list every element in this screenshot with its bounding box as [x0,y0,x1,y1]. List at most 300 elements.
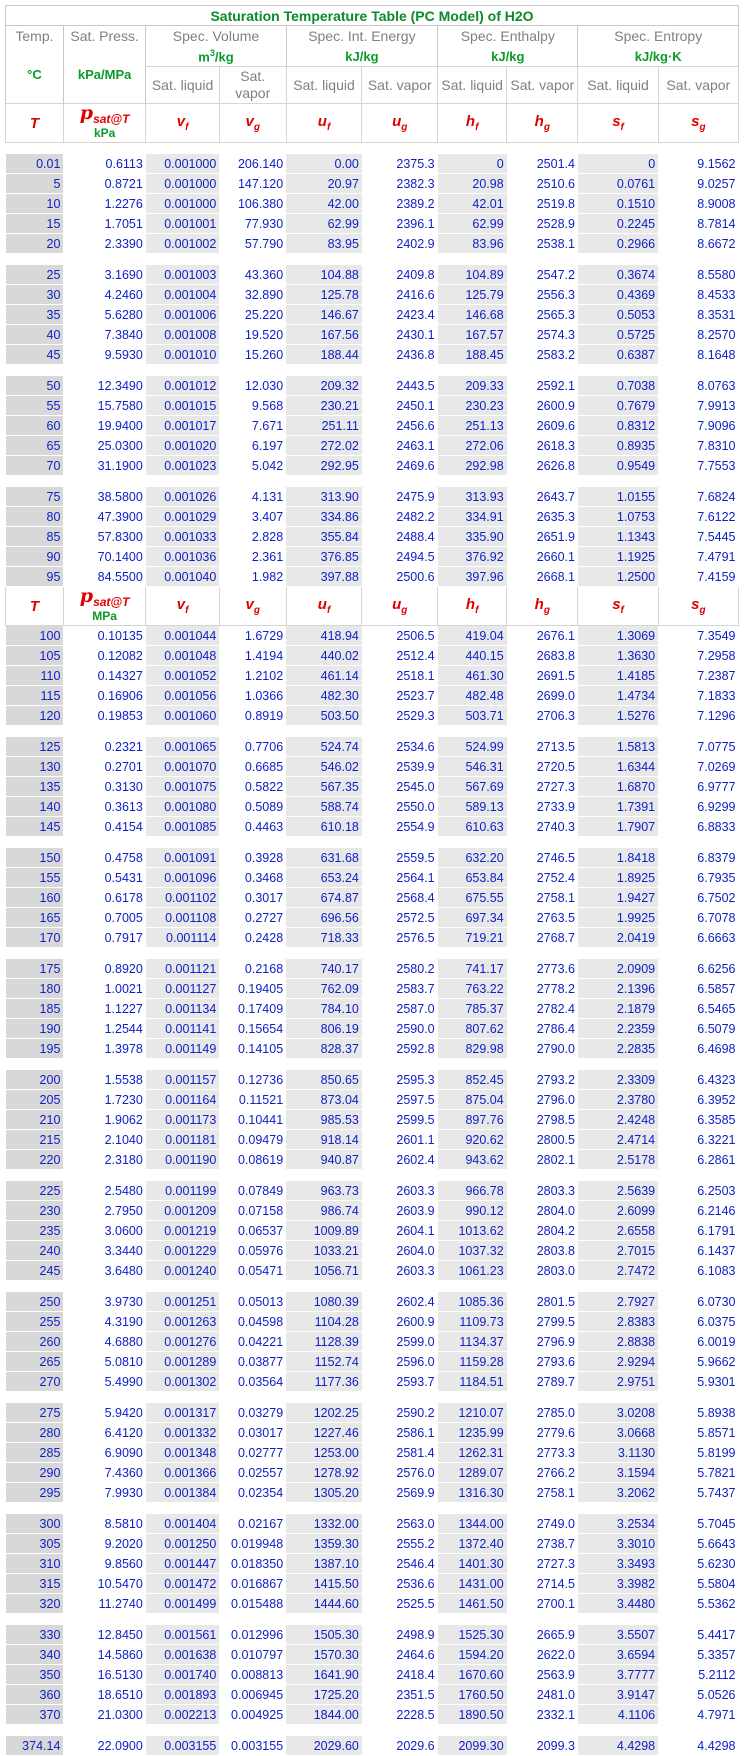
table-cell: 2.8838 [578,1332,658,1352]
table-cell: 3.9147 [578,1685,658,1705]
table-cell: 0.001219 [146,1221,220,1241]
table-cell: 2456.6 [362,416,438,436]
table-cell: 567.69 [438,777,507,797]
table-cell: 0.001348 [146,1443,220,1463]
table-cell: 0.001263 [146,1312,220,1332]
table-cell: 83.95 [286,234,362,254]
table-cell: 0.001026 [146,487,220,507]
table-cell: 2565.3 [507,305,578,325]
table-cell: 5.8571 [658,1423,738,1443]
table-cell: 0.2701 [63,757,145,777]
table-cell: 0.001141 [146,1019,220,1039]
table-cell: 292.95 [286,456,362,476]
table-cell: 84.5500 [63,567,145,587]
table-cell: 963.73 [286,1181,362,1201]
table-cell: 188.45 [438,345,507,365]
group-spacer [6,1614,739,1626]
saturation-table-page [5,5,739,1756]
table-cell: 0.001893 [146,1685,220,1705]
table-cell: 2409.8 [362,265,438,285]
table-cell: 2423.4 [362,305,438,325]
table-cell: 2676.1 [507,626,578,646]
table-cell: 85 [6,527,64,547]
table-cell: 0.05976 [219,1241,286,1261]
table-cell: 1505.30 [286,1625,362,1645]
table-cell: 3.7777 [578,1665,658,1685]
table-cell: 1.8418 [578,848,658,868]
table-cell: 12.3490 [63,376,145,396]
table-cell: 195 [6,1039,64,1059]
table-cell: 0.5725 [578,325,658,345]
table-cell: 3.3982 [578,1574,658,1594]
table-cell: 5.4990 [63,1372,145,1392]
table-row [6,1645,739,1665]
table-cell: 1152.74 [286,1352,362,1372]
table-cell: 230.21 [286,396,362,416]
table-cell: 610.18 [286,817,362,837]
table-cell: 2.6099 [578,1201,658,1221]
table-cell: 2665.9 [507,1625,578,1645]
table-cell: 0.001121 [146,959,220,979]
table-row [6,1130,739,1150]
table-cell: 0 [438,154,507,174]
table-cell: 0.001065 [146,737,220,757]
table-cell: 105 [6,646,64,666]
table-cell: 0.001404 [146,1514,220,1534]
sub-vapor-h: Sat. vapor [507,67,578,104]
table-cell: 35 [6,305,64,325]
table-cell: 546.02 [286,757,362,777]
table-cell: 7.5445 [658,527,738,547]
table-cell: 2749.0 [507,1514,578,1534]
table-cell: 2733.9 [507,797,578,817]
table-cell: 918.14 [286,1130,362,1150]
table-cell: 45 [6,345,64,365]
table-cell: 0.001181 [146,1130,220,1150]
table-cell: 0.019948 [219,1534,286,1554]
table-cell: 806.19 [286,1019,362,1039]
table-cell: 31.1900 [63,456,145,476]
table-cell: 235 [6,1221,64,1241]
table-cell: 3.2534 [578,1514,658,1534]
table-cell: 1725.20 [286,1685,362,1705]
table-cell: 15.260 [219,345,286,365]
table-cell: 2586.1 [362,1423,438,1443]
table-cell: 147.120 [219,174,286,194]
table-cell: 2550.0 [362,797,438,817]
table-cell: 897.76 [438,1110,507,1130]
table-row [6,436,739,456]
table-cell: 0.6685 [219,757,286,777]
table-cell: 1289.07 [438,1463,507,1483]
table-row [6,1685,739,1705]
table-cell: 482.48 [438,686,507,706]
table-cell: 2500.6 [362,567,438,587]
table-cell: 280 [6,1423,64,1443]
table-cell: 2798.5 [507,1110,578,1130]
table-row [6,1594,739,1614]
table-cell: 2494.5 [362,547,438,567]
table-cell: 60 [6,416,64,436]
table-cell: 1401.30 [438,1554,507,1574]
sym-uf: $u_f$ [286,587,362,626]
table-cell: 2.1040 [63,1130,145,1150]
table-cell: 104.89 [438,265,507,285]
table-cell: 75 [6,487,64,507]
table-cell: 0.8721 [63,174,145,194]
table-cell: 0.001199 [146,1181,220,1201]
table-cell: 8.1648 [658,345,738,365]
table-cell: 2382.3 [362,174,438,194]
sym-t: T [6,587,64,626]
table-cell: 42.01 [438,194,507,214]
table-cell: 0.7679 [578,396,658,416]
table-cell: 1.5276 [578,706,658,726]
table-cell: 14.5860 [63,1645,145,1665]
table-cell: 461.30 [438,666,507,686]
table-cell: 313.93 [438,487,507,507]
table-cell: 0.001056 [146,686,220,706]
group-spacer [6,1392,739,1404]
table-cell: 2.361 [219,547,286,567]
table-cell: 7.6824 [658,487,738,507]
table-row [6,1181,739,1201]
table-cell: 146.68 [438,305,507,325]
table-cell: 2443.5 [362,376,438,396]
table-cell: 0.016867 [219,1574,286,1594]
table-cell: 10.5470 [63,1574,145,1594]
table-cell: 0.018350 [219,1554,286,1574]
table-cell: 1013.62 [438,1221,507,1241]
table-cell: 190 [6,1019,64,1039]
table-cell: 2587.0 [362,999,438,1019]
table-cell: 943.62 [438,1150,507,1170]
table-cell: 8.5810 [63,1514,145,1534]
sub-vapor-s: Sat. vapor [658,67,738,104]
table-cell: 2804.2 [507,1221,578,1241]
table-cell: 2793.2 [507,1070,578,1090]
table-cell: 25 [6,265,64,285]
table-cell: 1.3630 [578,646,658,666]
table-cell: 1080.39 [286,1292,362,1312]
table-cell: 0.001010 [146,345,220,365]
table-cell: 2.9294 [578,1352,658,1372]
table-cell: 160 [6,888,64,908]
table-cell: 4.4298 [578,1736,658,1756]
table-cell: 165 [6,908,64,928]
table-cell: 2793.6 [507,1352,578,1372]
sym-hf: $h_f$ [438,104,507,143]
table-cell: 588.74 [286,797,362,817]
table-cell: 5.0526 [658,1685,738,1705]
table-cell: 5.8199 [658,1443,738,1463]
table-cell: 1.1925 [578,547,658,567]
table-row [6,1423,739,1443]
table-cell: 2559.5 [362,848,438,868]
table-cell: 0.9549 [578,456,658,476]
table-cell: 0.001036 [146,547,220,567]
table-cell: 2.1879 [578,999,658,1019]
table-cell: 741.17 [438,959,507,979]
table-cell: 986.74 [286,1201,362,1221]
table-cell: 125.78 [286,285,362,305]
table-cell: 2651.9 [507,527,578,547]
table-cell: 42.00 [286,194,362,214]
table-row [6,848,739,868]
sym-sf: $s_f$ [578,587,658,626]
table-cell: 104.88 [286,265,362,285]
unit-press: kPa/MPa [63,46,145,104]
table-row [6,1534,739,1554]
table-cell: 1.7051 [63,214,145,234]
table-cell: 260 [6,1332,64,1352]
table-cell: 330 [6,1625,64,1645]
table-cell: 376.92 [438,547,507,567]
table-cell: 2668.1 [507,567,578,587]
table-cell: 2332.1 [507,1705,578,1725]
table-cell: 0.3017 [219,888,286,908]
table-cell: 1104.28 [286,1312,362,1332]
table-row [6,1736,739,1756]
table-cell: 292.98 [438,456,507,476]
table-cell: 2773.3 [507,1443,578,1463]
table-cell: 2029.60 [286,1736,362,1756]
table-cell: 2583.7 [362,979,438,999]
table-row [6,1312,739,1332]
table-row [6,1554,739,1574]
table-cell: 3.6480 [63,1261,145,1281]
table-cell: 1.9427 [578,888,658,908]
table-cell: 3.2062 [578,1483,658,1503]
sym-vg: $v_g$ [219,104,286,143]
table-cell: 524.99 [438,737,507,757]
table-cell: 0.6113 [63,154,145,174]
table-cell: 3.0668 [578,1423,658,1443]
table-cell: 0.19853 [63,706,145,726]
table-cell: 2706.3 [507,706,578,726]
table-cell: 0.02557 [219,1463,286,1483]
table-cell: 7.8310 [658,436,738,456]
table-cell: 0.6178 [63,888,145,908]
table-cell: 5.6643 [658,1534,738,1554]
table-row [6,999,739,1019]
table-cell: 0.5822 [219,777,286,797]
table-cell: 875.04 [438,1090,507,1110]
table-cell: 0.001029 [146,507,220,527]
table-cell: 6.6256 [658,959,738,979]
table-cell: 2683.8 [507,646,578,666]
table-cell: 4.131 [219,487,286,507]
table-cell: 0.17409 [219,999,286,1019]
table-cell: 2029.6 [362,1736,438,1756]
table-cell: 9.2020 [63,1534,145,1554]
table-cell: 295 [6,1483,64,1503]
table-cell: 5.5804 [658,1574,738,1594]
table-cell: 0.003155 [219,1736,286,1756]
table-cell: 18.6510 [63,1685,145,1705]
table-cell: 5.042 [219,456,286,476]
table-cell: 225 [6,1181,64,1201]
table-cell: 5.4417 [658,1625,738,1645]
table-cell: 8.6672 [658,234,738,254]
table-row [6,979,739,999]
table-cell: 740.17 [286,959,362,979]
table-cell: 0.3130 [63,777,145,797]
table-cell: 0.001070 [146,757,220,777]
table-cell: 1844.00 [286,1705,362,1725]
table-cell: 6.1791 [658,1221,738,1241]
table-cell: 2464.6 [362,1645,438,1665]
table-cell: 10 [6,194,64,214]
table-cell: 272.06 [438,436,507,456]
table-cell: 205 [6,1090,64,1110]
table-cell: 1.5538 [63,1070,145,1090]
table-cell: 7.9930 [63,1483,145,1503]
table-cell: 2604.1 [362,1221,438,1241]
table-cell: 2592.1 [507,376,578,396]
table-cell: 20.97 [286,174,362,194]
table-cell: 2583.2 [507,345,578,365]
table-row [6,888,739,908]
table-row [6,527,739,547]
table-cell: 1.6344 [578,757,658,777]
table-cell: 1.0155 [578,487,658,507]
table-cell: 7.2958 [658,646,738,666]
table-cell: 1134.37 [438,1332,507,1352]
table-cell: 0.06537 [219,1221,286,1241]
table-row [6,547,739,567]
sym-sf: $s_f$ [578,104,658,143]
table-cell: 0.001015 [146,396,220,416]
table-cell: 2.3309 [578,1070,658,1090]
table-cell: 7.0269 [658,757,738,777]
table-cell: 2602.4 [362,1150,438,1170]
table-row [6,265,739,285]
table-cell: 1033.21 [286,1241,362,1261]
table-row [6,1372,739,1392]
table-cell: 2351.5 [362,1685,438,1705]
table-cell: 8.7814 [658,214,738,234]
table-cell: 4.3190 [63,1312,145,1332]
table-cell: 1009.89 [286,1221,362,1241]
table-cell: 22.0900 [63,1736,145,1756]
table-cell: 0.001060 [146,706,220,726]
table-cell: 2572.5 [362,908,438,928]
table-cell: 0.001740 [146,1665,220,1685]
table-row [6,1292,739,1312]
table-cell: 0.006945 [219,1685,286,1705]
table-cell: 1253.00 [286,1443,362,1463]
table-cell: 0.2428 [219,928,286,948]
table-cell: 1.4734 [578,686,658,706]
table-cell: 1.0021 [63,979,145,999]
table-cell: 0.015488 [219,1594,286,1614]
table-cell: 2596.0 [362,1352,438,1372]
sym-hf: $h_f$ [438,587,507,626]
table-cell: 360 [6,1685,64,1705]
table-row [6,1241,739,1261]
table-cell: 503.50 [286,706,362,726]
table-cell: 1316.30 [438,1483,507,1503]
table-cell: 8.9008 [658,194,738,214]
table-cell: 0.05471 [219,1261,286,1281]
table-cell: 250 [6,1292,64,1312]
table-cell: 0.15654 [219,1019,286,1039]
col-entropy-header: Spec. Entropy [578,26,739,47]
group-spacer [6,1725,739,1737]
table-cell: 1.7391 [578,797,658,817]
table-cell: 4.6880 [63,1332,145,1352]
table-cell: 2.9751 [578,1372,658,1392]
table-cell: 2746.5 [507,848,578,868]
table-cell: 503.71 [438,706,507,726]
table-cell: 785.37 [438,999,507,1019]
table-cell: 0.001091 [146,848,220,868]
table-cell: 0.2245 [578,214,658,234]
table-cell: 6.6663 [658,928,738,948]
table-cell: 1.2500 [578,567,658,587]
table-cell: 9.1562 [658,154,738,174]
table-cell: 70.1400 [63,547,145,567]
table-cell: 6.9299 [658,797,738,817]
table-cell: 175 [6,959,64,979]
unit-entropy: kJ/kg·K [578,46,739,67]
table-cell: 0.4369 [578,285,658,305]
table-cell: 0.14327 [63,666,145,686]
table-cell: 0.001472 [146,1574,220,1594]
table-cell: 0.001149 [146,1039,220,1059]
table-cell: 2564.1 [362,868,438,888]
table-cell: 8.5580 [658,265,738,285]
table-row [6,928,739,948]
table-cell: 167.57 [438,325,507,345]
table-cell: 632.20 [438,848,507,868]
table-cell: 2581.4 [362,1443,438,1463]
table-cell: 0.02167 [219,1514,286,1534]
table-row [6,1150,739,1170]
table-cell: 2396.1 [362,214,438,234]
table-cell: 0.008813 [219,1665,286,1685]
sym-ug: $u_g$ [362,587,438,626]
table-cell: 0.001102 [146,888,220,908]
table-row [6,345,739,365]
table-cell: 334.86 [286,507,362,527]
table-row [6,666,739,686]
table-cell: 0.3468 [219,868,286,888]
table-cell: 2545.0 [362,777,438,797]
table-cell: 4.1106 [578,1705,658,1725]
table-cell: 55 [6,396,64,416]
table-cell: 0.6387 [578,345,658,365]
table-cell: 2569.9 [362,1483,438,1503]
table-cell: 1227.46 [286,1423,362,1443]
table-cell: 5.0810 [63,1352,145,1372]
table-cell: 120 [6,706,64,726]
table-cell: 440.15 [438,646,507,666]
table-cell: 185 [6,999,64,1019]
sub-liquid-v: Sat. liquid [146,67,220,104]
table-cell: 440.02 [286,646,362,666]
table-cell: 2475.9 [362,487,438,507]
table-cell: 2738.7 [507,1534,578,1554]
table-cell: 50 [6,376,64,396]
table-cell: 1.4194 [219,646,286,666]
table-cell: 0.001447 [146,1554,220,1574]
group-spacer [6,837,739,849]
table-cell: 0.0761 [578,174,658,194]
table-cell: 251.11 [286,416,362,436]
table-cell: 2512.4 [362,646,438,666]
